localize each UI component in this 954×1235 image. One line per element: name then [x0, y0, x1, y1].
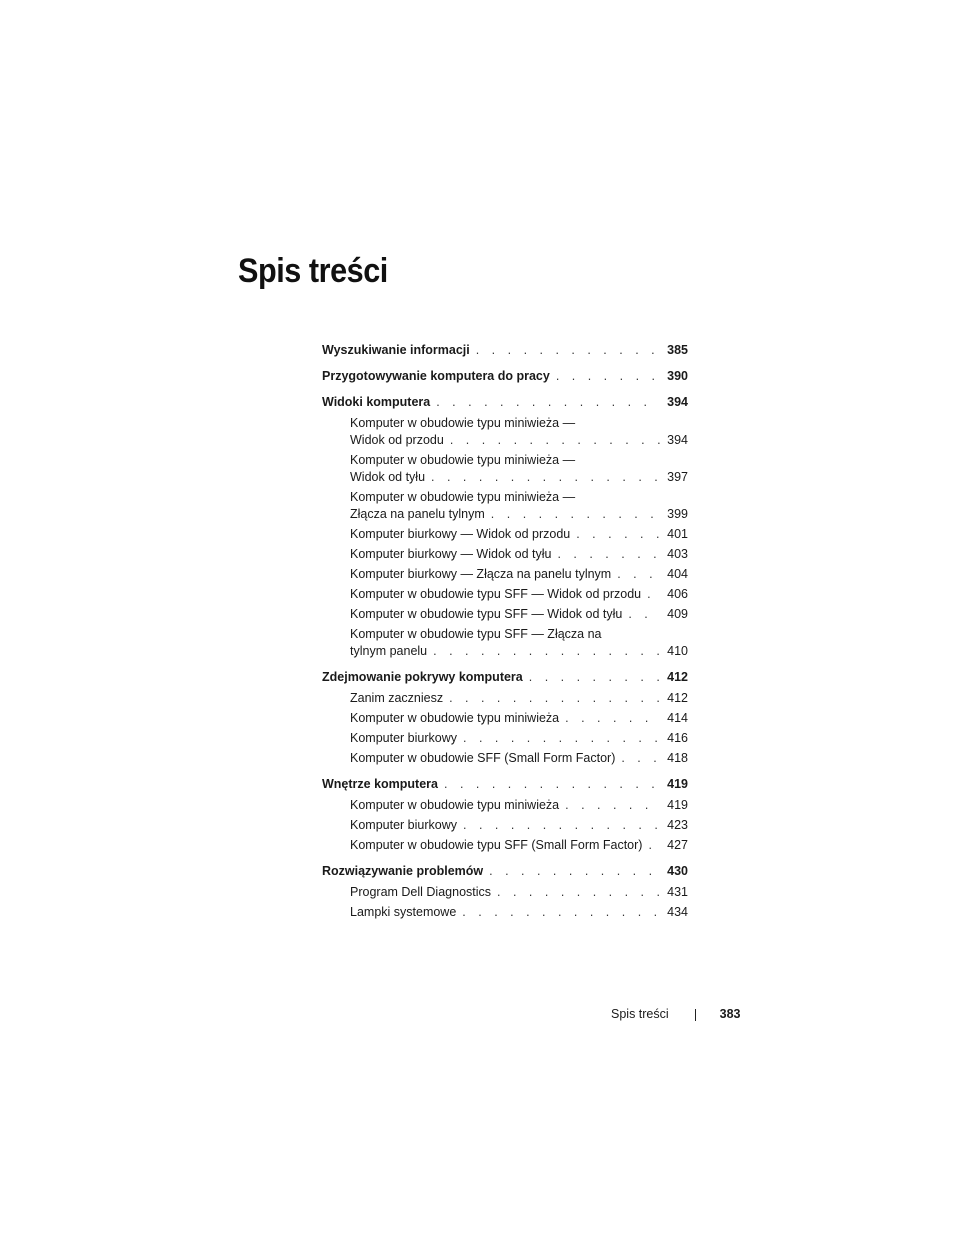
toc-sub-entry-page: 427	[667, 838, 688, 852]
toc-sub-entry-page: 394	[667, 433, 688, 447]
toc-sub-entry-page: 431	[667, 885, 688, 899]
toc-section	[322, 342, 688, 359]
toc-sub-entry-title: Komputer w obudowie typu miniwieża	[350, 711, 560, 725]
toc-leader-dots	[648, 837, 660, 854]
toc-entry-page: 412	[667, 670, 688, 684]
toc-leader-dots	[463, 817, 660, 834]
toc-leader-dots	[565, 797, 660, 814]
toc-leader-dots	[463, 730, 660, 747]
toc-sub-entry[interactable]	[322, 730, 688, 747]
toc-sub-entry-title: Komputer biurkowy — Widok od przodu	[350, 527, 571, 541]
toc-leader-dots	[557, 546, 660, 563]
toc-sub-entry[interactable]	[322, 586, 688, 603]
toc-leader-dots	[476, 342, 660, 359]
toc-sub-entry[interactable]	[322, 452, 688, 486]
toc-sub-entry-page: 412	[667, 691, 688, 705]
toc-sub-entry[interactable]	[322, 817, 688, 834]
toc-entry-page: 419	[667, 777, 688, 791]
page-title: Spis treści	[238, 252, 388, 290]
toc-sub-entry-page: 401	[667, 527, 688, 541]
toc-sub-entry-row	[322, 690, 688, 707]
toc-sub-entry[interactable]	[322, 489, 688, 523]
toc-sub-entry-row	[322, 730, 688, 747]
toc-sub-entry-page: 423	[667, 818, 688, 832]
toc-section	[322, 776, 688, 854]
toc-sub-entry-row	[322, 797, 688, 814]
toc-sub-entry-title: Komputer biurkowy — Widok od tyłu	[350, 547, 552, 561]
toc-sub-entry-page: 419	[667, 798, 688, 812]
toc-entry-title: Wyszukiwanie informacji	[322, 343, 470, 357]
toc-sub-entry-page: 410	[667, 644, 688, 658]
toc-sub-entry-page: 414	[667, 711, 688, 725]
toc-entry-page: 394	[667, 395, 688, 409]
toc-sub-entry[interactable]	[322, 797, 688, 814]
toc-sub-entry-row	[322, 506, 688, 523]
footer-label: Spis treści	[611, 1007, 669, 1021]
toc-sub-entry-page: 403	[667, 547, 688, 561]
toc-sub-entry-row	[322, 566, 688, 583]
toc-main-entry[interactable]	[322, 342, 688, 359]
toc-sub-entry-title: Komputer biurkowy	[350, 818, 457, 832]
toc-sub-entry-page: 397	[667, 470, 688, 484]
toc-leader-dots	[462, 904, 660, 921]
toc-sub-entry[interactable]	[322, 750, 688, 767]
page-footer	[611, 1006, 741, 1023]
toc-sub-entry[interactable]	[322, 566, 688, 583]
toc-sub-entry-page: 409	[667, 607, 688, 621]
toc-sub-entry-title: Komputer w obudowie typu SFF — Widok od przodu	[350, 587, 642, 601]
toc-sub-entry-title-line1: Komputer w obudowie typu miniwieża —	[350, 453, 576, 467]
toc-sub-entry-row	[322, 884, 688, 901]
toc-sub-entry-title: Komputer w obudowie typu SFF — Widok od tyłu	[350, 607, 623, 621]
toc-sub-entry-title: Widok od tyłu	[350, 470, 426, 484]
toc-sub-entry-title-line1: Komputer w obudowie typu miniwieża —	[350, 416, 576, 430]
toc-leader-dots	[497, 884, 660, 901]
toc-sub-entry-row	[322, 643, 688, 660]
toc-sub-entry-page: 406	[667, 587, 688, 601]
toc-sub-entry-title: Komputer biurkowy	[350, 731, 457, 745]
toc-sub-entry-page: 418	[667, 751, 688, 765]
toc-sub-entry[interactable]	[322, 526, 688, 543]
toc-leader-dots	[431, 469, 660, 486]
table-of-contents	[322, 342, 688, 930]
toc-sub-entry[interactable]	[322, 690, 688, 707]
toc-sub-entry-title: Komputer w obudowie SFF (Small Form Factor)	[350, 751, 616, 765]
toc-sub-entry-title: Złącza na panelu tylnym	[350, 507, 485, 521]
toc-leader-dots	[617, 566, 660, 583]
toc-main-entry[interactable]	[322, 368, 688, 385]
toc-sub-entry-row	[322, 526, 688, 543]
toc-sub-entry-page: 399	[667, 507, 688, 521]
toc-sub-entry[interactable]	[322, 904, 688, 921]
toc-section	[322, 669, 688, 767]
toc-sub-entry-page: 416	[667, 731, 688, 745]
toc-entry-title: Wnętrze komputera	[322, 777, 438, 791]
toc-leader-dots	[436, 394, 660, 411]
toc-section	[322, 394, 688, 660]
toc-sub-entry-title: Komputer w obudowie typu miniwieża	[350, 798, 560, 812]
toc-sub-entry-row	[322, 837, 688, 854]
footer-page-number: 383	[719, 1007, 741, 1021]
toc-sub-entry[interactable]	[322, 606, 688, 623]
toc-sub-entry-title: Zanim zaczniesz	[350, 691, 444, 705]
toc-sub-entry-title-line1: Komputer w obudowie typu SFF — Złącza na	[350, 627, 602, 641]
toc-main-entry[interactable]	[322, 863, 688, 880]
toc-sub-entry-title: Komputer biurkowy — Złącza na panelu tylnym	[350, 567, 612, 581]
toc-sub-entry-row	[322, 546, 688, 563]
toc-sub-entry-title: tylnym panelu	[350, 644, 428, 658]
toc-entry-page: 385	[667, 343, 688, 357]
toc-section	[322, 863, 688, 921]
toc-sub-entry-title: Program Dell Diagnostics	[350, 885, 492, 899]
toc-leader-dots	[621, 750, 660, 767]
toc-main-entry[interactable]	[322, 776, 688, 793]
toc-sub-entry-title: Komputer w obudowie typu SFF (Small Form Factor)	[350, 838, 643, 852]
toc-leader-dots	[565, 710, 660, 727]
toc-sub-entry[interactable]	[322, 626, 688, 660]
toc-sub-entry[interactable]	[322, 884, 688, 901]
toc-sub-entry[interactable]	[322, 837, 688, 854]
toc-sub-entry-row	[322, 904, 688, 921]
toc-sub-entry-row	[322, 710, 688, 727]
toc-entry-title: Widoki komputera	[322, 395, 431, 409]
toc-sub-entry-row	[322, 586, 688, 603]
toc-leader-dots	[450, 432, 660, 449]
toc-sub-entry-title-line1: Komputer w obudowie typu miniwieża —	[350, 490, 576, 504]
toc-sub-entry[interactable]	[322, 415, 688, 449]
toc-leader-dots	[449, 690, 660, 707]
toc-entry-page: 390	[667, 369, 688, 383]
toc-entry-title: Rozwiązywanie problemów	[322, 864, 484, 878]
toc-sub-entry-title: Lampki systemowe	[350, 905, 457, 919]
toc-sub-entry-title: Widok od przodu	[350, 433, 444, 447]
toc-entry-title: Przygotowywanie komputera do pracy	[322, 369, 550, 383]
toc-entry-title: Zdejmowanie pokrywy komputera	[322, 670, 523, 684]
toc-leader-dots	[529, 669, 660, 686]
toc-section	[322, 368, 688, 385]
toc-leader-dots	[647, 586, 660, 603]
toc-sub-entry-row	[322, 432, 688, 449]
toc-sub-entry[interactable]	[322, 546, 688, 563]
toc-sub-entry-page: 404	[667, 567, 688, 581]
toc-leader-dots	[433, 643, 660, 660]
toc-sub-entry-row	[322, 606, 688, 623]
toc-sub-entry-page: 434	[667, 905, 688, 919]
toc-leader-dots	[491, 506, 660, 523]
toc-sub-entry-row	[322, 817, 688, 834]
toc-main-entry[interactable]	[322, 394, 688, 411]
toc-sub-entry-row	[322, 469, 688, 486]
toc-leader-dots	[489, 863, 660, 880]
footer-separator	[695, 1009, 696, 1021]
toc-sub-entry-row	[322, 750, 688, 767]
toc-entry-page: 430	[667, 864, 688, 878]
toc-leader-dots	[576, 526, 660, 543]
toc-leader-dots	[444, 776, 660, 793]
toc-leader-dots	[556, 368, 660, 385]
toc-main-entry[interactable]	[322, 669, 688, 686]
toc-leader-dots	[628, 606, 660, 623]
toc-sub-entry[interactable]	[322, 710, 688, 727]
